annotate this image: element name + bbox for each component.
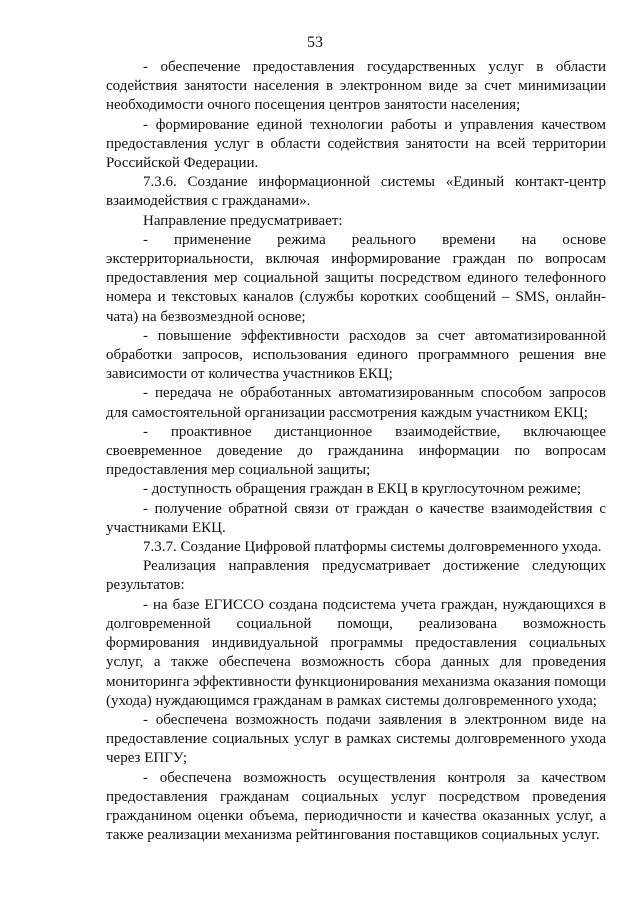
paragraph-bullet-transfer-requests: - передача не обработанных автоматизированным способом запросов для самостоятельной организации рассмотрения каждым участником ЕКЦ; [106,385,606,421]
paragraph-results-intro: Реализация направления предусматривает достижение следующих результатов: [106,558,606,594]
document-body [106,58,606,845]
paragraph-bullet-electronic-services: - обеспечение предоставления государственных услуг в области содействия занятости населения в электронном виде за счет минимизации необходимости очного посещения центров занятости населения; [106,59,606,114]
section-heading-7-3-7: 7.3.7. Создание Цифровой платформы системы долговременного ухода. [143,539,602,556]
paragraph-bullet-unified-technology: - формирование единой технологии работы и управления качеством предоставления услуг в области содействия занятости на всей территории Российской Федерации. [106,116,606,172]
paragraph-direction-intro: Направление предусматривает: [143,212,343,229]
paragraph-bullet-feedback: - получение обратной связи от граждан о качестве взаимодействия с участниками ЕКЦ. [106,500,606,536]
paragraph-bullet-availability: - доступность обращения граждан в ЕКЦ в круглосуточном режиме; [143,481,582,498]
paragraph-bullet-quality-control: - обеспечена возможность осуществления контроля за качеством предоставления гражданам социальных услуг посредством проведения гражданином оценки объема, периодичности и качества оказанных услуг, а также реализации механизма рейтингования поставщиков социальных услуг. [106,769,606,844]
paragraph-bullet-proactive: - проактивное дистанционное взаимодействие, включающее своевременное доведение до гражданина информации по вопросам предоставления мер социальной защиты; [106,423,606,479]
page-number: 53 [307,34,323,51]
paragraph-bullet-efficiency: - повышение эффективности расходов за счет автоматизированной обработки запросов, использования единого программного решения вне зависимости от количества участников ЕКЦ; [106,327,606,383]
paragraph-bullet-egisso-subsystem: - на базе ЕГИССО создана подсистема учета граждан, нуждающихся в долговременной социальной помощи, реализована возможность формирования индивидуальной программы предоставления социальных услуг, а также обеспечена возможность сбора данных для проведения мониторинга эффективности функционирования механизма оказания помощи (ухода) нуждающимся гражданам в рамках системы долговременного ухода; [106,596,606,709]
section-heading-7-3-6: 7.3.6. Создание информационной системы «Единый контакт-центр взаимодействия с гражданами». [106,174,606,210]
paragraph-bullet-epgu-application: - обеспечена возможность подачи заявления в электронном виде на предоставление социальных услуг в рамках системы долговременного ухода через ЕПГУ; [106,711,606,767]
paragraph-bullet-real-time: - применение режима реального времени на основе экстерриториальности, включая информирование граждан по вопросам предоставления мер социальной защиты посредством единого телефонного номера и текстовых каналов (службы коротких сообщений – SMS, онлайн-чата) на безвозмездной основе; [106,231,606,325]
